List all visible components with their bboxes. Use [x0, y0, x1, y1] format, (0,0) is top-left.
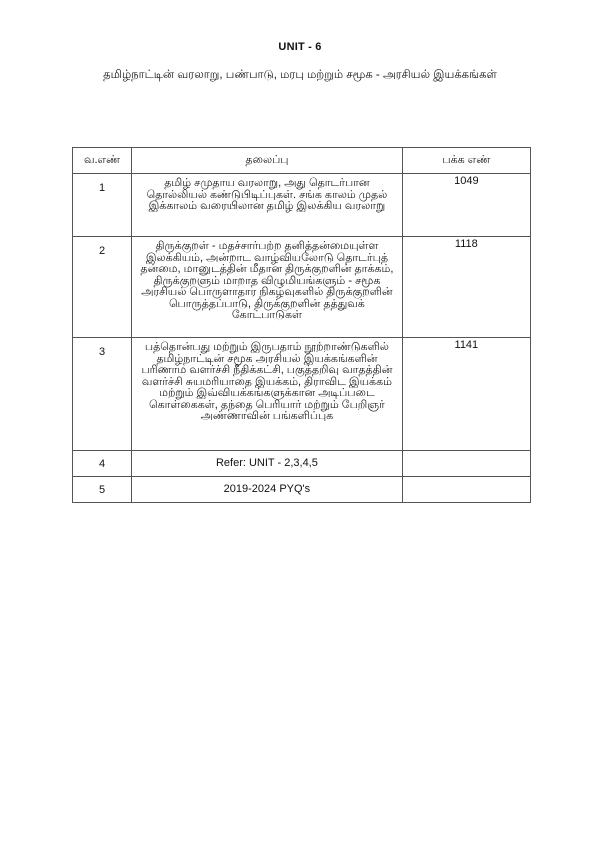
row-page-no [402, 451, 530, 477]
row-page-no [402, 477, 530, 503]
row-serial-no: 2 [73, 237, 132, 338]
table-row [73, 477, 531, 503]
row-page-no: 1118 [402, 237, 530, 338]
column-header-serial-no: வ.எண் [73, 148, 132, 174]
table-row [73, 174, 531, 237]
table-row [73, 338, 531, 451]
row-serial-no: 1 [73, 174, 132, 237]
row-serial-no: 4 [73, 451, 132, 477]
table-row [73, 237, 531, 338]
row-topic: Refer: UNIT - 2,3,4,5 [132, 451, 403, 477]
column-header-page-no: பக்க எண் [402, 148, 530, 174]
table-header-row [73, 148, 531, 174]
row-serial-no: 3 [73, 338, 132, 451]
table-row [73, 451, 531, 477]
unit-subtitle: தமிழ்நாட்டின் வரலாறு, பண்பாடு, மரபு மற்றும் சமூக - அரசியல் இயக்கங்கள் [103, 69, 497, 81]
unit-title: UNIT - 6 [278, 41, 322, 53]
column-header-topic: தலைப்பு [132, 148, 403, 174]
row-page-no: 1049 [402, 174, 530, 237]
syllabus-table [72, 147, 531, 503]
row-topic: திருக்குறள் - மதச்சார்பற்ற தனித்தன்மையுள்ள இலக்கியம், அன்றாட வாழ்வியலோடு தொடர்புத் தன்மை, மானுடத்தின் மீதான திருக்குறளின் தாக்கம், திருக்குறளும் மாறாத விழுமியங்களும் - சமூக அரசியல் பொருளாதார நிகழ்வுகளில் திருக்குறளின் பொருத்தப்பாடு, திருக்குறளின் தத்துவக் கோட்பாடுகள் [132, 237, 403, 338]
row-topic: பத்தொன்பது மற்றும் இருபதாம் நூற்றாண்டுகளில் தமிழ்நாட்டின் சமூக அரசியல் இயக்கங்களின் பரிணாம வளர்ச்சி நீதிக்கட்சி, பகுத்தறிவு வாதத்தின் வளர்ச்சி சுயமரியாதை இயக்கம், திராவிட இயக்கம் மற்றும் இவ்வியக்கங்களுக்கான அடிப்படை கொள்கைகள், தந்தை பெரியார் மற்றும் பேறிஞர் அண்ணாவின் பங்களிப்புக [132, 338, 403, 451]
row-page-no: 1141 [402, 338, 530, 451]
row-topic: தமிழ் சமுதாய வரலாறு, அது தொடர்பான தொல்லியல் கண்டுபிடிப்புகள். சங்க காலம் முதல் இக்காலம் வரையிலான தமிழ் இலக்கிய வரலாறு [132, 174, 403, 237]
row-topic: 2019-2024 PYQ's [132, 477, 403, 503]
row-serial-no: 5 [73, 477, 132, 503]
